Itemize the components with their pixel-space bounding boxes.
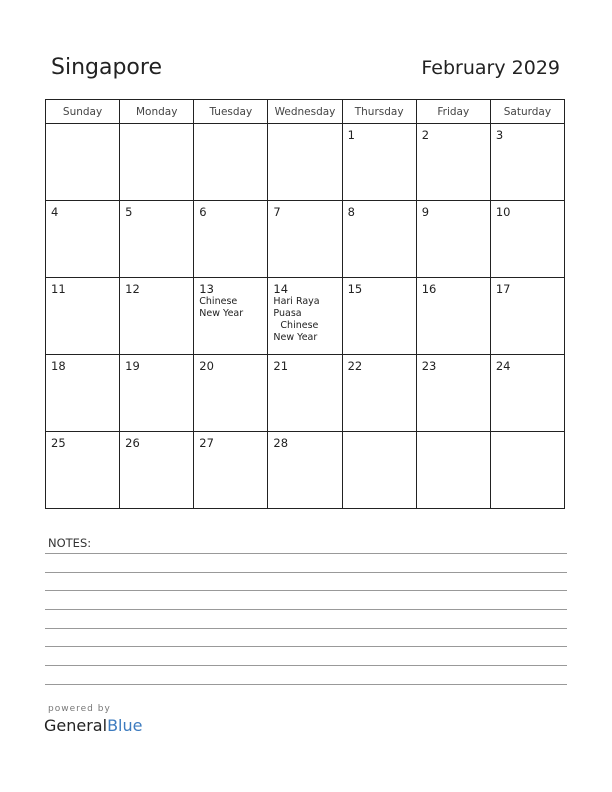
day-number: 21	[273, 359, 289, 373]
day-cell	[268, 355, 342, 432]
weekday-thursday: Thursday	[342, 100, 416, 124]
weekday-header-row	[46, 100, 565, 124]
day-number: 18	[51, 359, 66, 373]
holiday-label: Hari Raya	[273, 296, 320, 307]
notes-label: NOTES:	[48, 536, 92, 550]
day-number: 28	[273, 436, 289, 450]
holiday-label: New Year	[273, 332, 318, 343]
brand-blue: Blue	[107, 716, 143, 735]
day-number: 14	[273, 282, 289, 296]
day-cell	[490, 124, 564, 201]
notes-line	[45, 553, 567, 554]
day-number: 20	[199, 359, 214, 373]
day-number: 2	[421, 128, 430, 142]
country-title: Singapore	[51, 55, 162, 80]
day-cell	[416, 355, 490, 432]
day-cell	[120, 355, 194, 432]
day-number: 3	[495, 128, 504, 142]
brand-logo	[44, 716, 142, 735]
day-number: 10	[495, 205, 511, 219]
day-cell	[194, 432, 268, 509]
day-cell	[194, 124, 268, 201]
calendar-grid	[45, 99, 565, 509]
week-row	[46, 278, 565, 355]
weekday-wednesday: Wednesday	[268, 100, 342, 124]
day-number: 17	[495, 282, 511, 296]
day-cell	[120, 278, 194, 355]
day-cell	[46, 432, 120, 509]
day-number: 24	[495, 359, 511, 373]
day-number	[417, 432, 490, 436]
month-title: February 2029	[421, 57, 560, 79]
powered-by-text: powered by	[48, 704, 111, 714]
day-cell	[120, 432, 194, 509]
day-cell	[490, 432, 564, 509]
week-row	[46, 355, 565, 432]
notes-line	[45, 665, 567, 666]
day-cell	[416, 278, 490, 355]
day-number: 13	[199, 282, 214, 296]
day-cell	[268, 432, 342, 509]
day-number: 12	[125, 282, 140, 296]
day-number	[268, 124, 341, 128]
notes-line	[45, 590, 567, 591]
day-number	[491, 432, 564, 436]
day-number: 8	[347, 205, 355, 219]
day-cell	[268, 124, 342, 201]
day-number: 16	[421, 282, 437, 296]
day-number	[120, 124, 193, 128]
day-number	[194, 124, 267, 128]
day-cell	[46, 124, 120, 201]
day-number: 15	[347, 282, 363, 296]
day-number: 5	[125, 205, 133, 219]
notes-line	[45, 609, 567, 610]
day-number: 11	[51, 282, 66, 296]
holiday-label: Chinese	[199, 296, 238, 307]
day-number: 4	[51, 205, 59, 219]
day-number: 9	[421, 205, 430, 219]
day-number: 6	[199, 205, 207, 219]
notes-line	[45, 646, 567, 647]
day-number	[46, 124, 119, 128]
day-number: 22	[347, 359, 363, 373]
day-cell	[416, 124, 490, 201]
notes-line	[45, 572, 567, 573]
day-cell	[194, 355, 268, 432]
day-cell	[342, 432, 416, 509]
weekday-monday: Monday	[120, 100, 194, 124]
day-cell	[490, 355, 564, 432]
day-number	[343, 432, 416, 436]
weekday-tuesday: Tuesday	[194, 100, 268, 124]
day-cell	[490, 201, 564, 278]
week-row	[46, 124, 565, 201]
day-cell	[120, 201, 194, 278]
day-cell	[194, 278, 268, 355]
brand-general: General	[44, 716, 108, 735]
day-cell	[46, 278, 120, 355]
notes-line	[45, 628, 567, 629]
day-cell	[416, 432, 490, 509]
day-cell	[490, 278, 564, 355]
day-number: 25	[51, 436, 66, 450]
day-number: 26	[125, 436, 140, 450]
holiday-label: New Year	[199, 308, 244, 319]
holiday-label: Chinese	[280, 320, 319, 331]
day-cell	[268, 278, 342, 355]
day-cell	[416, 201, 490, 278]
weekday-sunday: Sunday	[46, 100, 120, 124]
day-cell	[194, 201, 268, 278]
day-cell	[342, 278, 416, 355]
day-cell	[120, 124, 194, 201]
day-number: 23	[421, 359, 437, 373]
day-cell	[342, 355, 416, 432]
notes-line	[45, 684, 567, 685]
holiday-label: Puasa	[273, 308, 302, 319]
day-number: 27	[199, 436, 214, 450]
day-cell	[268, 201, 342, 278]
day-cell	[342, 124, 416, 201]
day-cell	[342, 201, 416, 278]
day-number: 19	[125, 359, 140, 373]
day-number: 1	[347, 128, 355, 142]
day-cell	[46, 355, 120, 432]
week-row	[46, 201, 565, 278]
weekday-friday: Friday	[416, 100, 490, 124]
day-cell	[46, 201, 120, 278]
weekday-saturday: Saturday	[490, 100, 564, 124]
day-number: 7	[273, 205, 281, 219]
week-row	[46, 432, 565, 509]
